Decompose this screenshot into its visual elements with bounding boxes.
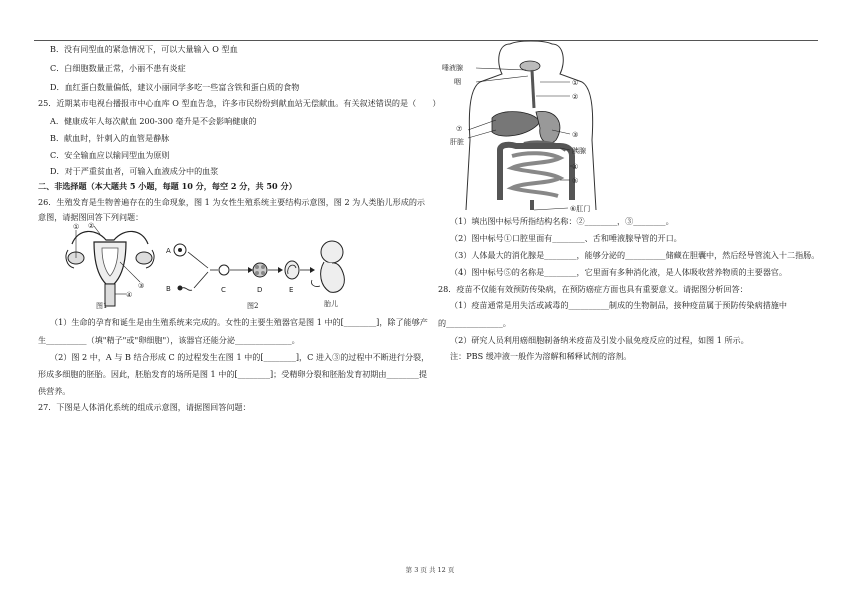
- stage-b-label: B: [166, 285, 171, 293]
- label-2: ②: [572, 93, 579, 101]
- stage-a-label: A: [166, 247, 171, 255]
- label-6-anus: ⑥肛门: [570, 205, 591, 213]
- q26-part2-line2: 形成多细胞的胚胎。因此，胚胎发育的场所是图 1 中的[________]；受精卵分裂和胚胎发育初期由________提: [38, 369, 427, 379]
- question-27: 27．下图是人体消化系统的组成示意图，请据图回答问题：: [38, 402, 251, 412]
- figure-digestive-system: [440, 40, 610, 218]
- q28-part1-line2: 的______________。: [438, 318, 511, 328]
- label-liver: 肝脏: [450, 138, 464, 146]
- page-footer: 第 3 页 共 12 页: [405, 566, 455, 574]
- q27-part3: （3）人体最大的消化腺是________，能够分泌的__________储藏在胆囊中，然后经导管流入十二指肠。: [450, 250, 820, 260]
- q25-option-a: A．健康成年人每次献血 200-300 毫升是不会影响健康的: [50, 116, 257, 126]
- q25-option-b: B．献血时，针刺入的血管是静脉: [50, 133, 170, 143]
- q28-part1-line1: （1）疫苗通常是用失活或减毒的__________制成的生物制品，接种疫苗属于预防传染病措施中: [450, 300, 787, 310]
- q28-part2: （2）研究人员利用癌细胞制备纳米疫苗及引发小鼠免疫反应的过程，如图 1 所示。: [450, 335, 749, 345]
- fig1-marker-4: ④: [126, 291, 133, 299]
- q26-part1-line1: （1）生命的孕育和诞生是由生殖系统来完成的。女性的主要生殖器官是图 1 中的[________]，除了能够产: [50, 317, 428, 327]
- q26-part1-line2: 生__________（填"精子"或"卵细胞"），该器官还能分泌______________。: [38, 335, 300, 345]
- section-heading: 二、非选择题（本大题共 5 小题，每题 10 分，每空 2 分，共 50 分）: [38, 181, 297, 191]
- figure1-caption: 图1: [96, 302, 108, 310]
- option-b-line: B．没有同型血的紧急情况下，可以大量输入 O 型血: [50, 44, 238, 54]
- label-salivary-gland: 唾液腺: [442, 64, 463, 72]
- q25-option-c: C．安全输血应以输同型血为原则: [50, 150, 170, 160]
- fig1-marker-3: ③: [138, 282, 145, 290]
- stage-d-label: D: [257, 286, 263, 294]
- figure1-reproductive-system: [60, 222, 160, 312]
- option-d-line: D．血红蛋白数量偏低，建议小丽同学多吃一些富含铁和蛋白质的食物: [50, 82, 300, 92]
- q26-part2-line3: 供营养。: [38, 386, 71, 396]
- option-c-line: C．白细胞数量正常，小丽不患有炎症: [50, 63, 186, 73]
- stage-c-label: C: [221, 286, 226, 294]
- label-4: ④: [572, 163, 579, 171]
- label-5: ⑤: [572, 177, 579, 185]
- q27-part4: （4）图中标号⑤的名称是________，它里面有多种消化液，是人体吸收营养物质的主要器官。: [450, 267, 787, 277]
- fetus-label: 胎儿: [324, 300, 338, 308]
- figure2-caption: 图2: [247, 302, 259, 310]
- q27-part2: （2）图中标号①口腔里面有________、舌和唾液腺导管的开口。: [450, 233, 682, 243]
- fig1-marker-1: ①: [73, 223, 80, 231]
- label-3: ③: [572, 131, 579, 139]
- label-1: ①: [572, 79, 579, 87]
- question-26-line1: 26．生殖发育是生物普遍存在的生命现象，图 1 为女性生殖系统主要结构示意图，图 2 为人类胎儿形成的示: [38, 197, 426, 207]
- figure2-fetus-formation: [160, 230, 360, 310]
- stage-e-label: E: [289, 286, 294, 294]
- question-25: 25．近期某市电视台播报市中心血库 O 型血告急，许多市民纷纷到献血站无偿献血。有关叙述错误的是（ ）: [38, 98, 441, 108]
- q26-part2-line1: （2）图 2 中，A 与 B 结合形成 C 的过程发生在图 1 中的[________]，C 进入③的过程中不断进行分裂，: [50, 352, 430, 362]
- label-pharynx: 咽: [454, 78, 461, 86]
- question-26-line2: 意图，请据图回答下列问题：: [38, 212, 144, 222]
- q27-part1: （1）填出图中标号所指结构名称：②________，③________。: [450, 216, 674, 226]
- label-7: ⑦: [456, 125, 463, 133]
- q25-option-d: D．对于严重贫血者，可输入血液成分中的血浆: [50, 166, 219, 176]
- q28-note: 注：PBS 缓冲液一般作为溶解和稀释试剂的溶剂。: [450, 351, 632, 361]
- fig1-marker-2: ②: [88, 222, 95, 230]
- header-rule: [34, 40, 818, 41]
- label-pancreas: 胰腺: [572, 147, 586, 155]
- question-28: 28．疫苗不仅能有效预防传染病，在预防癌症方面也具有重要意义。请据图分析回答：: [438, 284, 748, 294]
